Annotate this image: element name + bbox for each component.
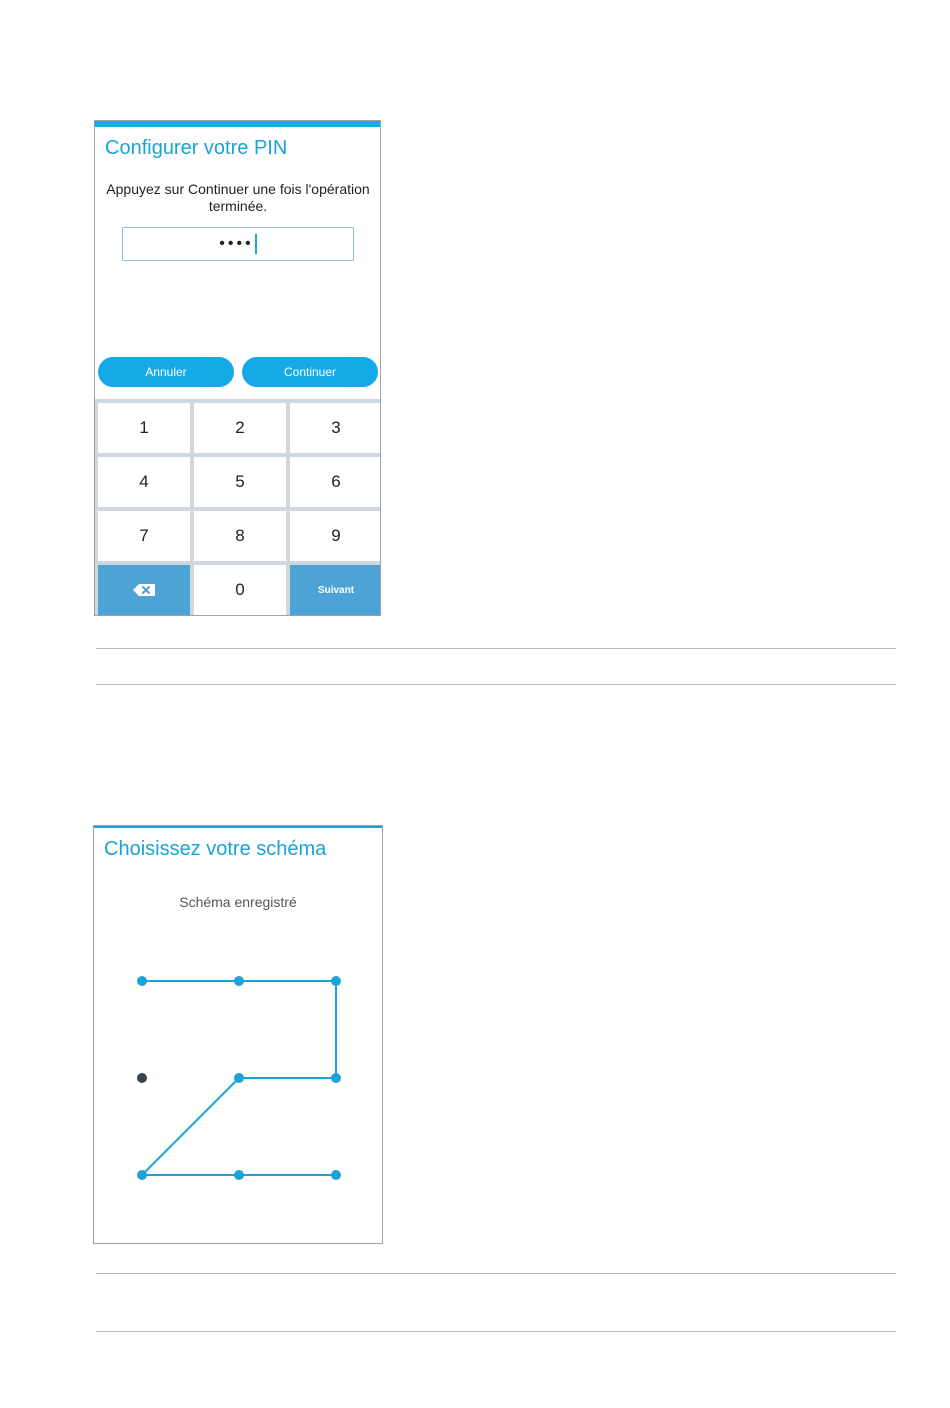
- divider: [96, 648, 896, 649]
- pattern-setup-screen: [93, 825, 383, 1244]
- pattern-status-text: Schéma enregistré: [179, 894, 297, 910]
- next-key[interactable]: Suivant: [290, 565, 381, 615]
- pattern-dot[interactable]: [137, 976, 147, 986]
- page-title: Configurer votre PIN: [105, 137, 288, 159]
- key-5[interactable]: 5: [194, 457, 286, 507]
- numeric-keypad: [95, 399, 380, 616]
- page-title: Choisissez votre schéma: [104, 838, 327, 860]
- pin-input-value: ••••: [219, 235, 254, 252]
- pin-setup-screen: [94, 120, 381, 616]
- pattern-dot[interactable]: [331, 1170, 341, 1180]
- pattern-dot[interactable]: [137, 1073, 147, 1083]
- status-bar: [95, 121, 380, 127]
- divider: [96, 684, 896, 685]
- pattern-dot[interactable]: [331, 1073, 341, 1083]
- pattern-dot[interactable]: [137, 1170, 147, 1180]
- key-2[interactable]: 2: [194, 403, 286, 453]
- pin-input[interactable]: [122, 227, 354, 261]
- key-8[interactable]: 8: [194, 511, 286, 561]
- pattern-dot[interactable]: [331, 976, 341, 986]
- key-7[interactable]: 7: [98, 511, 190, 561]
- backspace-icon: [132, 583, 156, 597]
- pattern-dot[interactable]: [234, 1073, 244, 1083]
- key-3[interactable]: 3: [290, 403, 381, 453]
- continue-button[interactable]: Continuer: [242, 357, 378, 387]
- cancel-button[interactable]: Annuler: [98, 357, 234, 387]
- key-0[interactable]: 0: [194, 565, 286, 615]
- pattern-grid[interactable]: [94, 826, 382, 1243]
- pattern-dot[interactable]: [234, 976, 244, 986]
- backspace-key[interactable]: [98, 565, 190, 615]
- key-6[interactable]: 6: [290, 457, 381, 507]
- pattern-dot[interactable]: [234, 1170, 244, 1180]
- text-caret: [255, 234, 257, 254]
- instruction-text: Appuyez sur Continuer une fois l'opération terminée.: [106, 181, 370, 214]
- key-4[interactable]: 4: [98, 457, 190, 507]
- divider: [96, 1273, 896, 1274]
- key-1[interactable]: 1: [98, 403, 190, 453]
- divider: [96, 1331, 896, 1332]
- key-9[interactable]: 9: [290, 511, 381, 561]
